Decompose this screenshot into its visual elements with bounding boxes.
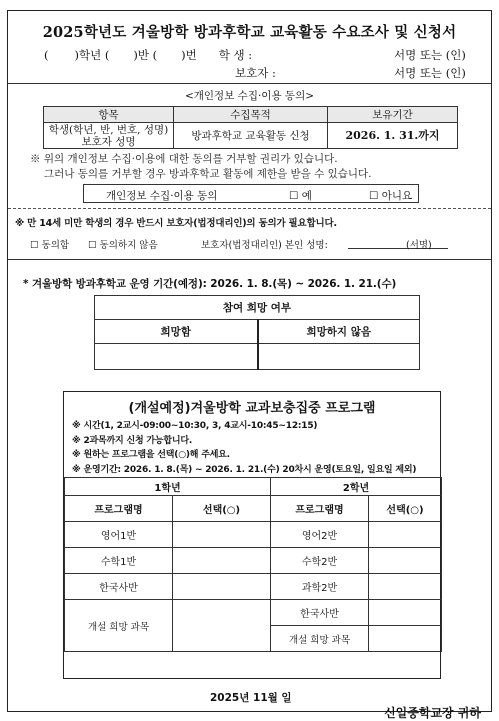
grade1-header: 1학년: [65, 478, 271, 496]
g1-extra-subject: 개설 희망 과목: [65, 600, 173, 652]
participation-header: 참여 희망 여부: [95, 296, 420, 320]
col-item: 항목: [44, 107, 174, 123]
col-retention: 보유기간: [328, 107, 458, 123]
program-notes: [72, 419, 416, 477]
consent-table: [43, 106, 458, 149]
col-purpose: 수집목적: [174, 107, 328, 123]
wish-label: 희망함: [95, 320, 258, 344]
g1-col-name: 프로그램명: [65, 496, 173, 522]
form-title: 2025학년도 겨울방학 방과후학교 교육활동 수요조사 및 신청서: [42, 24, 457, 41]
consent-yes-checkbox[interactable]: ☐ 예: [289, 190, 312, 202]
operation-period: * 겨울방학 방과후학교 운영 기간(예정): 2026. 1. 8.(목) ~ 2026. 1. 21.(수): [23, 278, 397, 290]
g2-program-name: 과학2반: [271, 574, 369, 600]
cell-purpose: 방과후학교 교육활동 신청: [174, 123, 328, 149]
g2-select-cell[interactable]: [369, 600, 442, 626]
g2-select-cell[interactable]: [369, 574, 442, 600]
student-row: ( )학년 ( )반 ( )번 학 생 :: [44, 48, 253, 62]
program-title: (개설예정)겨울방학 교과보충집중 프로그램: [128, 401, 376, 416]
principal-address: 신일중학교장 귀하: [384, 706, 481, 720]
g1-select-cell[interactable]: [173, 522, 271, 548]
consent-no-checkbox[interactable]: ☐ 아니요: [369, 190, 413, 202]
legal-guardian-label: 보호자(법정대리인) 본인 성명:: [201, 240, 328, 251]
student-sign: 서명 또는 (인): [394, 48, 466, 62]
section-divider-2: [8, 259, 491, 260]
g2-col-select: 선택(○): [369, 496, 442, 522]
dashed-divider: [8, 208, 491, 209]
legal-guardian-sign-line[interactable]: [348, 237, 448, 249]
g2-extra-input[interactable]: [369, 626, 442, 652]
number-field-label: )번: [181, 48, 197, 62]
program-note: ※ 2과목까지 신청 가능합니다.: [72, 435, 193, 446]
g1-select-cell[interactable]: [173, 574, 271, 600]
minor-agree-checkbox[interactable]: ☐ 동의함: [30, 240, 70, 251]
program-note: ※ 운영기간: 2026. 1. 8.(목) ~ 2026. 1. 21.(수) 20차시 운영(토요일, 일요일 제외): [72, 464, 417, 475]
g2-program-name: 수학2반: [271, 548, 369, 574]
g1-select-cell[interactable]: [173, 548, 271, 574]
program-box: [63, 391, 441, 679]
participation-table: [94, 295, 420, 370]
no-wish-input-cell[interactable]: [258, 344, 420, 370]
wish-input-cell[interactable]: [95, 344, 258, 370]
g1-extra-input[interactable]: [173, 600, 271, 652]
g2-extra-subject: 개설 희망 과목: [271, 626, 369, 652]
no-wish-label: 희망하지 않음: [258, 320, 420, 344]
class-field-label: )반 (: [133, 48, 158, 62]
consent-note-2: 그러나 동의를 거부할 경우 방과후학교 활동에 제한을 받을 수 있습니다.: [44, 168, 372, 180]
submission-date: 2025년 11월 일: [210, 692, 292, 704]
consent-heading: <개인정보 수집·이용 동의>: [184, 90, 315, 102]
g1-col-select: 선택(○): [173, 496, 271, 522]
cell-retention: 2026. 1. 31.까지: [328, 123, 458, 149]
grade2-header: 2학년: [271, 478, 442, 496]
g1-program-name: 수학1반: [65, 548, 173, 574]
g2-select-cell[interactable]: [369, 522, 442, 548]
program-note: ※ 시간(1, 2교시-09:00~10:30, 3, 4교시-10:45~12:15): [72, 421, 318, 431]
g2-program-name: 한국사반: [271, 600, 369, 626]
cell-item: 학생(학년, 반, 번호, 성명) 보호자 성명: [44, 123, 174, 149]
guardian-sign: 서명 또는 (인): [394, 66, 466, 80]
g1-program-name: 영어1반: [65, 522, 173, 548]
minor-disagree-checkbox[interactable]: ☐ 동의하지 않음: [88, 240, 158, 251]
g2-col-name: 프로그램명: [271, 496, 369, 522]
consent-agree-box: [83, 184, 419, 203]
section-divider: [8, 83, 491, 84]
program-table: [64, 477, 442, 652]
minor-warning: ※ 만 14세 미만 학생의 경우 반드시 보호자(법정대리인)의 동의가 필요합니다.: [15, 218, 337, 229]
g1-program-name: 한국사반: [65, 574, 173, 600]
consent-note-1: ※ 위의 개인정보 수집·이용에 대한 동의를 거부할 권리가 있습니다.: [30, 153, 338, 165]
grade-field-label: )학년 (: [74, 48, 110, 62]
g2-select-cell[interactable]: [369, 548, 442, 574]
g2-program-name: 영어2반: [271, 522, 369, 548]
student-name-label: 학 생 :: [218, 48, 253, 62]
guardian-name-label: 보호자 :: [235, 66, 276, 80]
program-note: ※ 원하는 프로그램을 선택(○)해 주세요.: [72, 450, 230, 460]
legal-guardian-sign: (서명): [406, 240, 432, 251]
application-form: [7, 10, 492, 720]
consent-agree-label: 개인정보 수집·이용 동의: [106, 190, 218, 202]
